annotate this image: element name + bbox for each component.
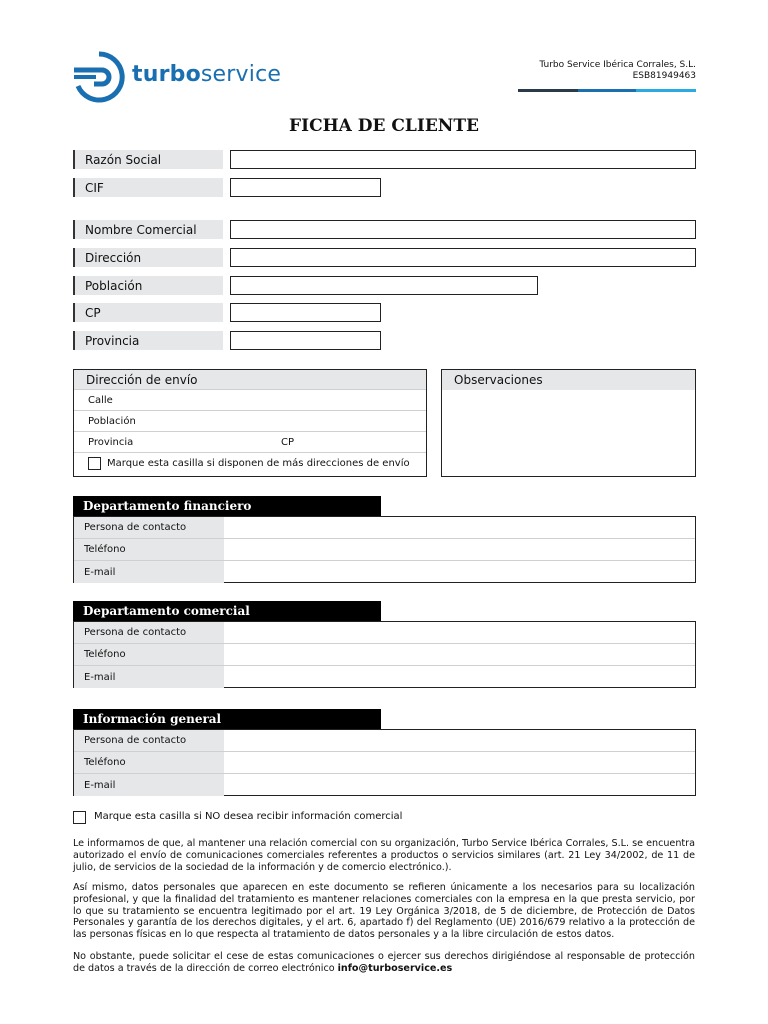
more-addresses-label: Marque esta casilla si disponen de más direcciones de envío — [107, 458, 410, 469]
razon-social-label: Razón Social — [73, 150, 223, 169]
company-info — [480, 60, 696, 82]
table-row[interactable] — [74, 752, 695, 774]
turboservice-logo-icon — [72, 50, 126, 104]
poblacion-label: Población — [73, 276, 223, 295]
cp-field[interactable] — [230, 303, 381, 322]
company-id: ESB81949463 — [632, 71, 696, 81]
dept-financial-header: Departamento financiero — [73, 496, 381, 516]
observations-box[interactable] — [441, 369, 696, 477]
email-label: E-mail — [74, 774, 224, 796]
shipping-street-label: Calle — [88, 394, 113, 406]
table-row[interactable] — [74, 539, 695, 561]
legal-paragraph-3-text: No obstante, puede solicitar el cese de estas comunicaciones o ejercer sus derechos dirigiéndose al responsable de protección de datos a través de la dirección de correo electrónico — [73, 951, 695, 974]
more-addresses-checkbox[interactable] — [88, 457, 101, 470]
table-row[interactable] — [74, 561, 695, 583]
contact-email-link[interactable]: info@turboservice.es — [337, 962, 453, 974]
provincia-label: Provincia — [73, 331, 223, 350]
razon-social-field[interactable] — [230, 150, 696, 169]
cp-label: CP — [73, 303, 223, 322]
email-label: E-mail — [74, 561, 224, 583]
dept-commercial-header: Departamento comercial — [73, 601, 381, 621]
email-label: E-mail — [74, 666, 224, 688]
table-row[interactable] — [74, 774, 695, 796]
cif-field[interactable] — [230, 178, 381, 197]
table-row[interactable] — [74, 730, 695, 752]
logo-text-turbo: turbo — [132, 62, 201, 87]
dept-general-table — [73, 729, 696, 796]
table-row[interactable] — [74, 622, 695, 644]
observations-title: Observaciones — [442, 370, 695, 390]
contact-person-label: Persona de contacto — [74, 730, 224, 751]
legal-paragraph-1: Le informamos de que, al mantener una relación comercial con su organización, Turbo Service Ibérica Corrales, S.L. se encuentra autorizado el envío de comunicaciones comerciales referentes a productos o servicios similares (art. 21 Ley 34/2002, de 11 de julio, de servicios de la sociedad de la información y de comercio electrónico.). — [73, 838, 695, 873]
direccion-field[interactable] — [230, 248, 696, 267]
poblacion-field[interactable] — [230, 276, 538, 295]
company-name: Turbo Service Ibérica Corrales, S.L. — [539, 60, 696, 70]
contact-person-label: Persona de contacto — [74, 622, 224, 643]
table-row[interactable] — [74, 517, 695, 539]
shipping-address-title: Dirección de envío — [74, 370, 426, 390]
nombre-comercial-label: Nombre Comercial — [73, 220, 223, 239]
header-rule — [518, 89, 696, 92]
shipping-province-row[interactable] — [74, 432, 426, 453]
table-row[interactable] — [74, 644, 695, 666]
no-commercial-info-checkbox[interactable] — [73, 811, 86, 824]
shipping-address-box — [73, 369, 427, 477]
dept-commercial-table — [73, 621, 696, 688]
shipping-province-label: Provincia — [88, 436, 134, 448]
dept-financial-table — [73, 516, 696, 583]
shipping-cp-label: CP — [281, 436, 295, 448]
phone-label: Teléfono — [74, 644, 224, 665]
nombre-comercial-field[interactable] — [230, 220, 696, 239]
phone-label: Teléfono — [74, 539, 224, 560]
table-row[interactable] — [74, 666, 695, 688]
cif-label: CIF — [73, 178, 223, 197]
contact-person-label: Persona de contacto — [74, 517, 224, 538]
provincia-field[interactable] — [230, 331, 381, 350]
dept-general-header: Información general — [73, 709, 381, 729]
more-addresses-row — [74, 453, 426, 474]
direccion-label: Dirección — [73, 248, 223, 267]
shipping-city-label: Población — [88, 415, 136, 427]
legal-paragraph-2: Así mismo, datos personales que aparecen en este documento se refieren únicamente a los necesarios para su localización profesional, y que la finalidad del tratamiento es mantener relaciones comerciales con la empresa en la que presta servicio, por lo que su tratamiento se encuentra legitimado por el art. 19 Ley Orgánica 3/2018, de 5 de diciembre, de Protección de Datos Personales y garantía de los derechos digitales, y el art. 6, apartado f) del Reglamento (UE) 2016/679 relativo a la protección de las personas físicas en lo que respecta al tratamiento de datos personales y a la libre circulación de estos datos. — [73, 882, 695, 941]
shipping-city-row[interactable] — [74, 411, 426, 432]
no-commercial-info-label: Marque esta casilla si NO desea recibir información comercial — [94, 811, 403, 822]
legal-paragraph-3 — [73, 951, 695, 975]
phone-label: Teléfono — [74, 752, 224, 773]
logo — [72, 50, 282, 104]
shipping-street-row[interactable] — [74, 390, 426, 411]
page-title: FICHA DE CLIENTE — [289, 116, 479, 136]
logo-text-service: service — [200, 62, 282, 87]
